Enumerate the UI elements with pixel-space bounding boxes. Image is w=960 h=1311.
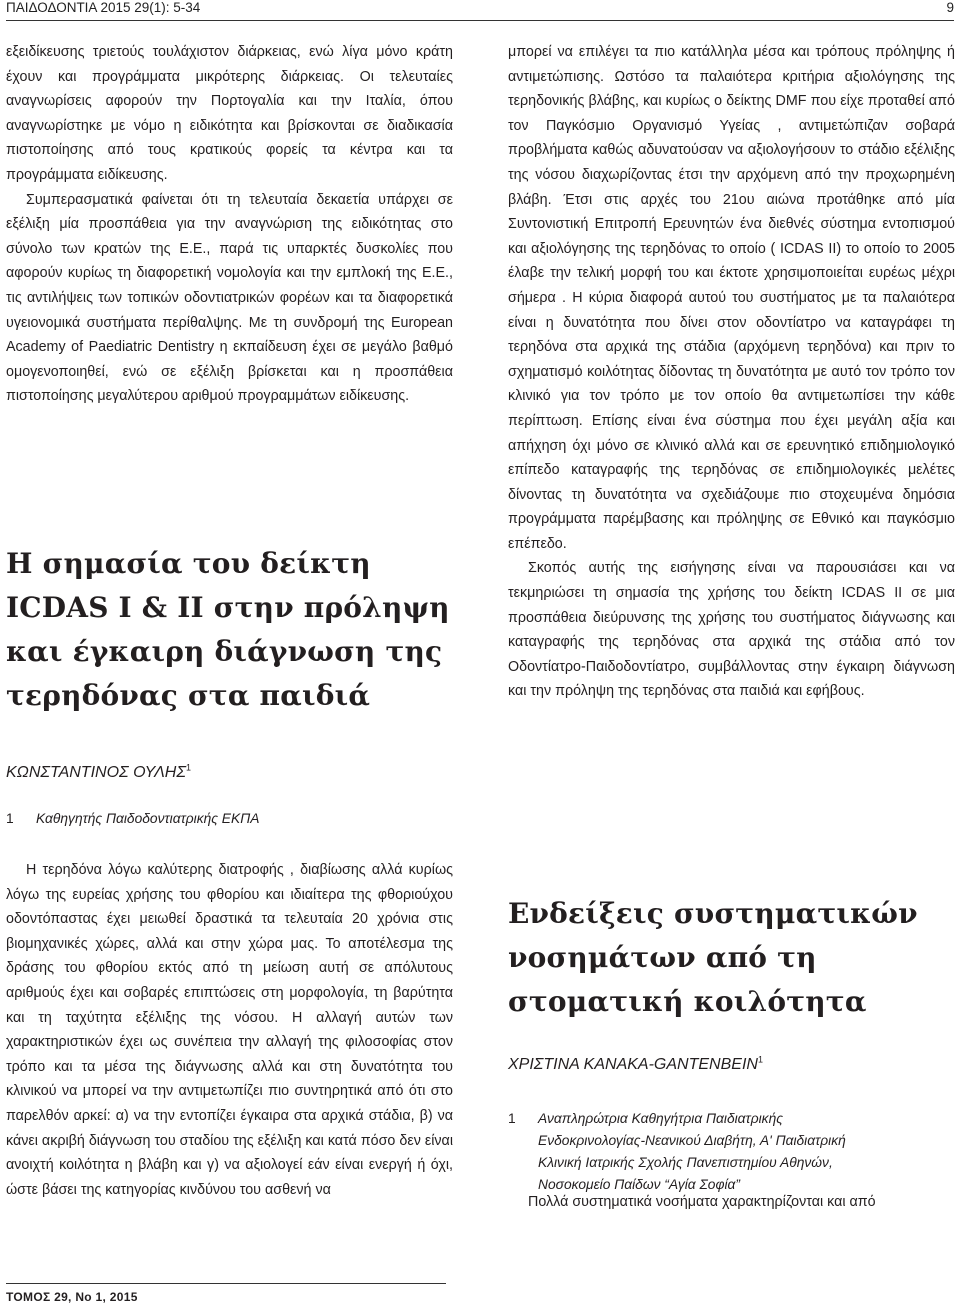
header-divider <box>6 20 954 21</box>
author-name: ΧΡΙΣΤΙΝΑ ΚΑΝΑΚΑ-GANTENBEIN <box>508 1056 758 1073</box>
body-paragraph: Σκοπός αυτής της εισήγησης είναι να παρουσιάσει και να τεκμηριώσει τη σημασία της χρήσης του δείκτη ICDAS II σε μια προσπάθεια διεύρυνσης της χρήσης του συστήματος διάγνωσης και καταγραφής της τερηδόνας στα αρχικά της στάδια από τον Οδοντίατρο-Παιδοδοντίατρο, συμβάλλοντας στην έγκαιρη διάγνωση και την πρόληψη της τερηδόνας στα παιδιά και εφήβους. <box>508 560 955 700</box>
author-line <box>6 764 453 782</box>
body-paragraph: μπορεί να επιλέγει τα πιο κατάλληλα μέσα και τρόπους πρόληψης ή αντιμετώπισης. Ωστόσο τα παλαιότερα κριτήρια αξιολόγησης της τερηδονικής βλάβης, και κυρίως ο δείκτης DMF που είχε προταθεί από τον Παγκόσμιο Οργανισμό Υγείας , αντιμετώπιζαν σοβαρά προβλήματα καθώς αδυνατούσαν να αξιολογήσουν το στάδιο εξέλιξης της νόσου διαχωρίζοντας έτσι την αρχόμενη από την προχωρημένη βλάβη. Έτσι στις αρχές του 21ου αιώνα προτάθηκε από μία Συντονιστική Επιτροπή Ερευνητών ένα διεθνές σύστημα εντοπισμού και αξιολόγησης της τερηδόνας το οποίο ( ICDAS II) το οποίο το 2005 έλαβε την τελική μορφή του και έκτοτε χρησιμοποιείται ευρέως μέχρι σήμερα . Η κύρια διαφορά αυτού του συστήματος με τα παλαιότερα είναι η δυνατότητα που δίνει στον οδοντίατρο να καταγράφει τη τερηδόνα στα αρχικά της στάδια (αρχόμενη τερηδόνα) και πριν το σχηματισμό κοιλότητας δίδοντας τη δυνατότητα με αυτό τον τρόπο τον κλινικό για τον τρόπο με τον οποίο θα αντιμετωπίσει την κάθε περίπτωση. Επίσης είναι ένα σύστημα που έχει μεγάλη αξία και απήχηση όχι μόνο σε κλινικό αλλά και σε ερευνητικό επιδημιολογικό επίπεδο καταγραφής της τερηδόνας σε επιδημιολογικές μελέτες δίνοντας τη δυνατότητα να σχεδιάζουμε πιο στοχευμένα δημόσια προγράμματα παρέμβασης και πρόληψης σε Εθνικό και παγκόσμιο επέπεδο. <box>508 44 955 552</box>
left-bottom-text <box>6 858 453 1202</box>
footer-volume: ΤΟΜΟΣ 29, Νο 1, 2015 <box>6 1290 138 1304</box>
affiliation-lines <box>538 1108 846 1196</box>
article-title: Η σημασία του δείκτη ICDAS I & II στην πρόληψη και έγκαιρη διάγνωση της τερηδόνας στα παιδιά <box>6 547 450 712</box>
running-header <box>6 0 954 20</box>
author-affiliation <box>6 808 453 830</box>
author-footnote-mark: 1 <box>757 1054 763 1065</box>
body-paragraph: Συμπερασματικά φαίνεται ότι τη τελευταία δεκαετία υπάρχει σε εξέλιξη μία προσπάθεια για την αναγνώριση της ειδικότητας στο σύνολο των κρατών της Ε.Ε., παρά τις υπαρκτές δυσκολίες που αφορούν κυρίως τη διαφορετική νομολογία και την εμπλοκή της Ε.Ε., τις αντιλήψεις των τοπικών οδοντιατρικών φορέων και τα διαφορετικά υγειονομικά συστήματα περίθαλψης. Με τη συνδρομή της European Academy of Paediatric Dentistry η εκπαίδευση έχει σε μεγάλο βαθμό ομογενοποιηθεί, ενώ σε εξέλιξη βρίσκεται και η προσπάθεια πιστοποίησης μεγαλύτερου αριθμού προγραμμάτων ειδίκευσης. <box>6 191 453 405</box>
author-affiliation <box>508 1108 955 1196</box>
author-line <box>508 1056 955 1074</box>
page-number: 9 <box>946 0 954 15</box>
affiliation-number: 1 <box>6 811 14 826</box>
affiliation-line: Αναπληρώτρια Καθηγήτρια Παιδιατρικής <box>538 1111 783 1126</box>
footer-divider <box>6 1283 446 1284</box>
affiliation-line: Νοσοκομείο Παίδων “Αγία Σοφία” <box>538 1177 740 1192</box>
right-bottom-text <box>508 1190 955 1215</box>
affiliation-text: Καθηγητής Παιδοδοντιατρικής ΕΚΠΑ <box>36 811 260 826</box>
affiliation-line: Ενδοκρινολογίας-Νεανικού Διαβήτη, Α' Παιδιατρική <box>538 1133 846 1148</box>
body-paragraph: Η τερηδόνα λόγω καλύτερης διατροφής , διαβίωσης αλλά κυρίως λόγω της ευρείας χρήσης του φθορίου και ιδιαίτερα της φθοριούχου οδοντόπαστας έχει μειωθεί δραστικά τα τελευταία 20 χρόνια στις βιομηχανικές χώρες, αλλά και στην χώρα μας. Το αποτέλεσμα της δράσης του φθορίου εκτός από τη μείωση αυτή σε απόλυτους αριθμούς έχει και σοβαρές επιπτώσεις στη μορφολογία, τη βαρύτητα και τη ταχύτητα εξέλιξης της νόσου. Η αλλαγή αυτών των χαρακτηριστικών έχει ως συνέπεια την αλλαγή της φιλοσοφίας στον τρόπο και τα μέσα της διάγνωσης αλλά και στη δυνατότητα του κλινικού να μπορεί να την αντιμετωπίζει πιο συντηρητικά από ότι στο παρελθόν αρκεί: α) να την εντοπίζει έγκαιρα στα αρχικά στάδια, β) να κάνει ακριβή διάγνωση του σταδίου της εξέλιξη και κατά πόσο δεν είναι ανοιχτή κοιλότητα η βλάβη και γ) να αξιολογεί εάν είναι ενεργή ή όχι, ώστε βάσει της κατηγορίας κινδύνου του ασθενή να <box>6 862 453 1198</box>
affiliation-number: 1 <box>508 1111 516 1126</box>
article-heading-ouli <box>6 542 453 718</box>
author-name: ΚΩΝΣΤΑΝΤΙΝΟΣ ΟΥΛΗΣ <box>6 764 186 781</box>
article-heading-kanaka <box>508 892 955 1024</box>
author-footnote-mark: 1 <box>185 762 191 773</box>
left-top-text <box>6 40 453 409</box>
journal-citation: ΠΑΙΔΟΔΟΝΤΙΑ 2015 29(1): 5-34 <box>6 0 201 15</box>
article-title: Ενδείξεις συστηματικών νοσημάτων από τη στοματική κοιλότητα <box>508 897 918 1018</box>
body-paragraph: Πολλά συστηματικά νοσήματα χαρακτηρίζονται και από <box>528 1194 876 1210</box>
affiliation-line: Κλινική Ιατρικής Σχολής Πανεπιστημίου Αθηνών, <box>538 1155 833 1170</box>
right-top-text <box>508 40 955 704</box>
body-paragraph: εξειδίκευσης τριετούς τουλάχιστον διάρκειας, ενώ λίγα μόνο κράτη έχουν και προγράμματα μικρότερης διάρκειας. Οι τελευταίες αναγνωρίσεις αφορούν την Πορτογαλία και την Ιταλία, όπου αναγνωρίστηκε με νόμο η ειδικότητα και βρίσκονται σε διαδικασία πιστοποίησης από τους κρατικούς φορείς τα κέντρα και τα προγράμματα ειδίκευσης. <box>6 44 453 183</box>
